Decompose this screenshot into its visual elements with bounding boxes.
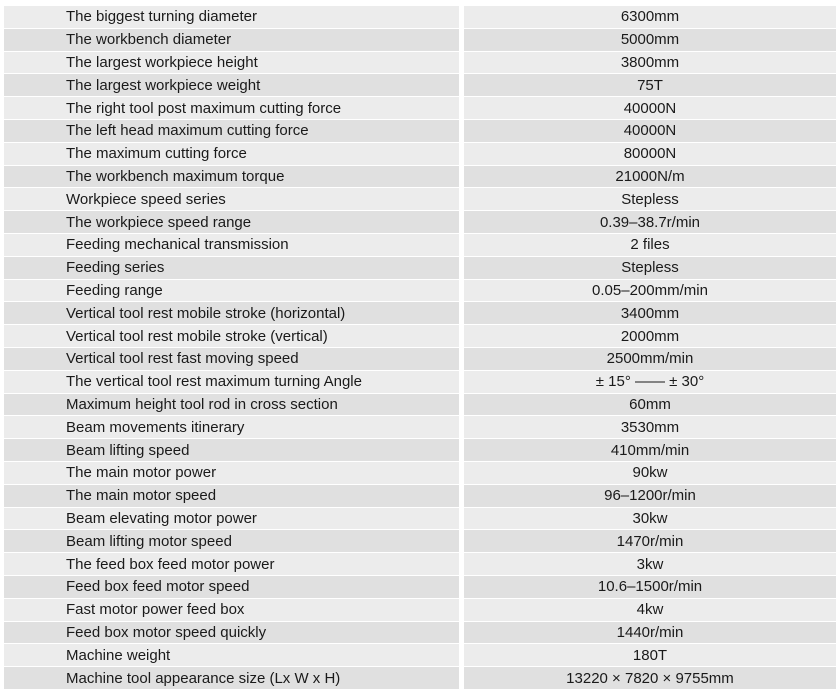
spec-label: Beam elevating motor power xyxy=(4,508,459,531)
spec-label: Workpiece speed series xyxy=(4,188,459,211)
table-row xyxy=(4,52,836,75)
table-row xyxy=(4,576,836,599)
spec-value: 0.05–200mm/min xyxy=(464,280,836,303)
spec-label: Beam lifting speed xyxy=(4,439,459,462)
spec-label: Maximum height tool rod in cross section xyxy=(4,394,459,417)
table-row xyxy=(4,599,836,622)
spec-value: 3800mm xyxy=(464,52,836,75)
spec-label: The feed box feed motor power xyxy=(4,553,459,576)
spec-label: Beam movements itinerary xyxy=(4,416,459,439)
spec-label: Machine tool appearance size (Lx W x H) xyxy=(4,667,459,690)
table-row xyxy=(4,29,836,52)
spec-value: ± 15° —— ± 30° xyxy=(464,371,836,394)
spec-value: Stepless xyxy=(464,188,836,211)
spec-value: 2500mm/min xyxy=(464,348,836,371)
table-row xyxy=(4,234,836,257)
table-row xyxy=(4,302,836,325)
spec-value: 2000mm xyxy=(464,325,836,348)
spec-label: The workpiece speed range xyxy=(4,211,459,234)
spec-label: The main motor power xyxy=(4,462,459,485)
spec-label: Feed box feed motor speed xyxy=(4,576,459,599)
table-row xyxy=(4,394,836,417)
table-row xyxy=(4,439,836,462)
spec-value: 1440r/min xyxy=(464,622,836,645)
spec-table xyxy=(4,6,836,690)
spec-value: 80000N xyxy=(464,143,836,166)
table-row xyxy=(4,553,836,576)
spec-label: The left head maximum cutting force xyxy=(4,120,459,143)
table-row xyxy=(4,416,836,439)
spec-value: 4kw xyxy=(464,599,836,622)
table-row xyxy=(4,348,836,371)
spec-label: The workbench diameter xyxy=(4,29,459,52)
spec-value: 0.39–38.7r/min xyxy=(464,211,836,234)
table-row xyxy=(4,188,836,211)
table-row xyxy=(4,462,836,485)
table-row xyxy=(4,166,836,189)
spec-value: 40000N xyxy=(464,97,836,120)
spec-value: 10.6–1500r/min xyxy=(464,576,836,599)
spec-label: Feed box motor speed quickly xyxy=(4,622,459,645)
spec-value: 3400mm xyxy=(464,302,836,325)
spec-value: 75T xyxy=(464,74,836,97)
spec-value: 2 files xyxy=(464,234,836,257)
spec-value: 40000N xyxy=(464,120,836,143)
spec-value: 96–1200r/min xyxy=(464,485,836,508)
spec-value: 1470r/min xyxy=(464,530,836,553)
spec-value: 90kw xyxy=(464,462,836,485)
table-row xyxy=(4,74,836,97)
spec-label: The main motor speed xyxy=(4,485,459,508)
spec-label: Feeding range xyxy=(4,280,459,303)
spec-label: The largest workpiece height xyxy=(4,52,459,75)
spec-label: Feeding mechanical transmission xyxy=(4,234,459,257)
spec-value: 5000mm xyxy=(464,29,836,52)
spec-value: 410mm/min xyxy=(464,439,836,462)
spec-value: 13220 × 7820 × 9755mm xyxy=(464,667,836,690)
spec-label: The largest workpiece weight xyxy=(4,74,459,97)
spec-value: 6300mm xyxy=(464,6,836,29)
spec-label: The right tool post maximum cutting force xyxy=(4,97,459,120)
table-row xyxy=(4,280,836,303)
table-row xyxy=(4,211,836,234)
spec-label: The maximum cutting force xyxy=(4,143,459,166)
spec-value: 180T xyxy=(464,644,836,667)
table-row xyxy=(4,257,836,280)
spec-value: 3530mm xyxy=(464,416,836,439)
spec-label: Beam lifting motor speed xyxy=(4,530,459,553)
spec-value: 21000N/m xyxy=(464,166,836,189)
table-row xyxy=(4,6,836,29)
spec-value: 30kw xyxy=(464,508,836,531)
table-row xyxy=(4,508,836,531)
spec-label: Feeding series xyxy=(4,257,459,280)
spec-value: 3kw xyxy=(464,553,836,576)
table-row xyxy=(4,143,836,166)
spec-label: Vertical tool rest mobile stroke (vertical) xyxy=(4,325,459,348)
spec-value: Stepless xyxy=(464,257,836,280)
table-row xyxy=(4,530,836,553)
table-row xyxy=(4,485,836,508)
spec-label: Vertical tool rest mobile stroke (horizontal) xyxy=(4,302,459,325)
table-row xyxy=(4,120,836,143)
spec-label: Machine weight xyxy=(4,644,459,667)
table-row xyxy=(4,667,836,690)
spec-value: 60mm xyxy=(464,394,836,417)
spec-label: Fast motor power feed box xyxy=(4,599,459,622)
spec-label: The workbench maximum torque xyxy=(4,166,459,189)
table-row xyxy=(4,325,836,348)
spec-label: Vertical tool rest fast moving speed xyxy=(4,348,459,371)
table-row xyxy=(4,644,836,667)
table-row xyxy=(4,97,836,120)
table-row xyxy=(4,622,836,645)
spec-label: The biggest turning diameter xyxy=(4,6,459,29)
table-row xyxy=(4,371,836,394)
spec-label: The vertical tool rest maximum turning Angle xyxy=(4,371,459,394)
